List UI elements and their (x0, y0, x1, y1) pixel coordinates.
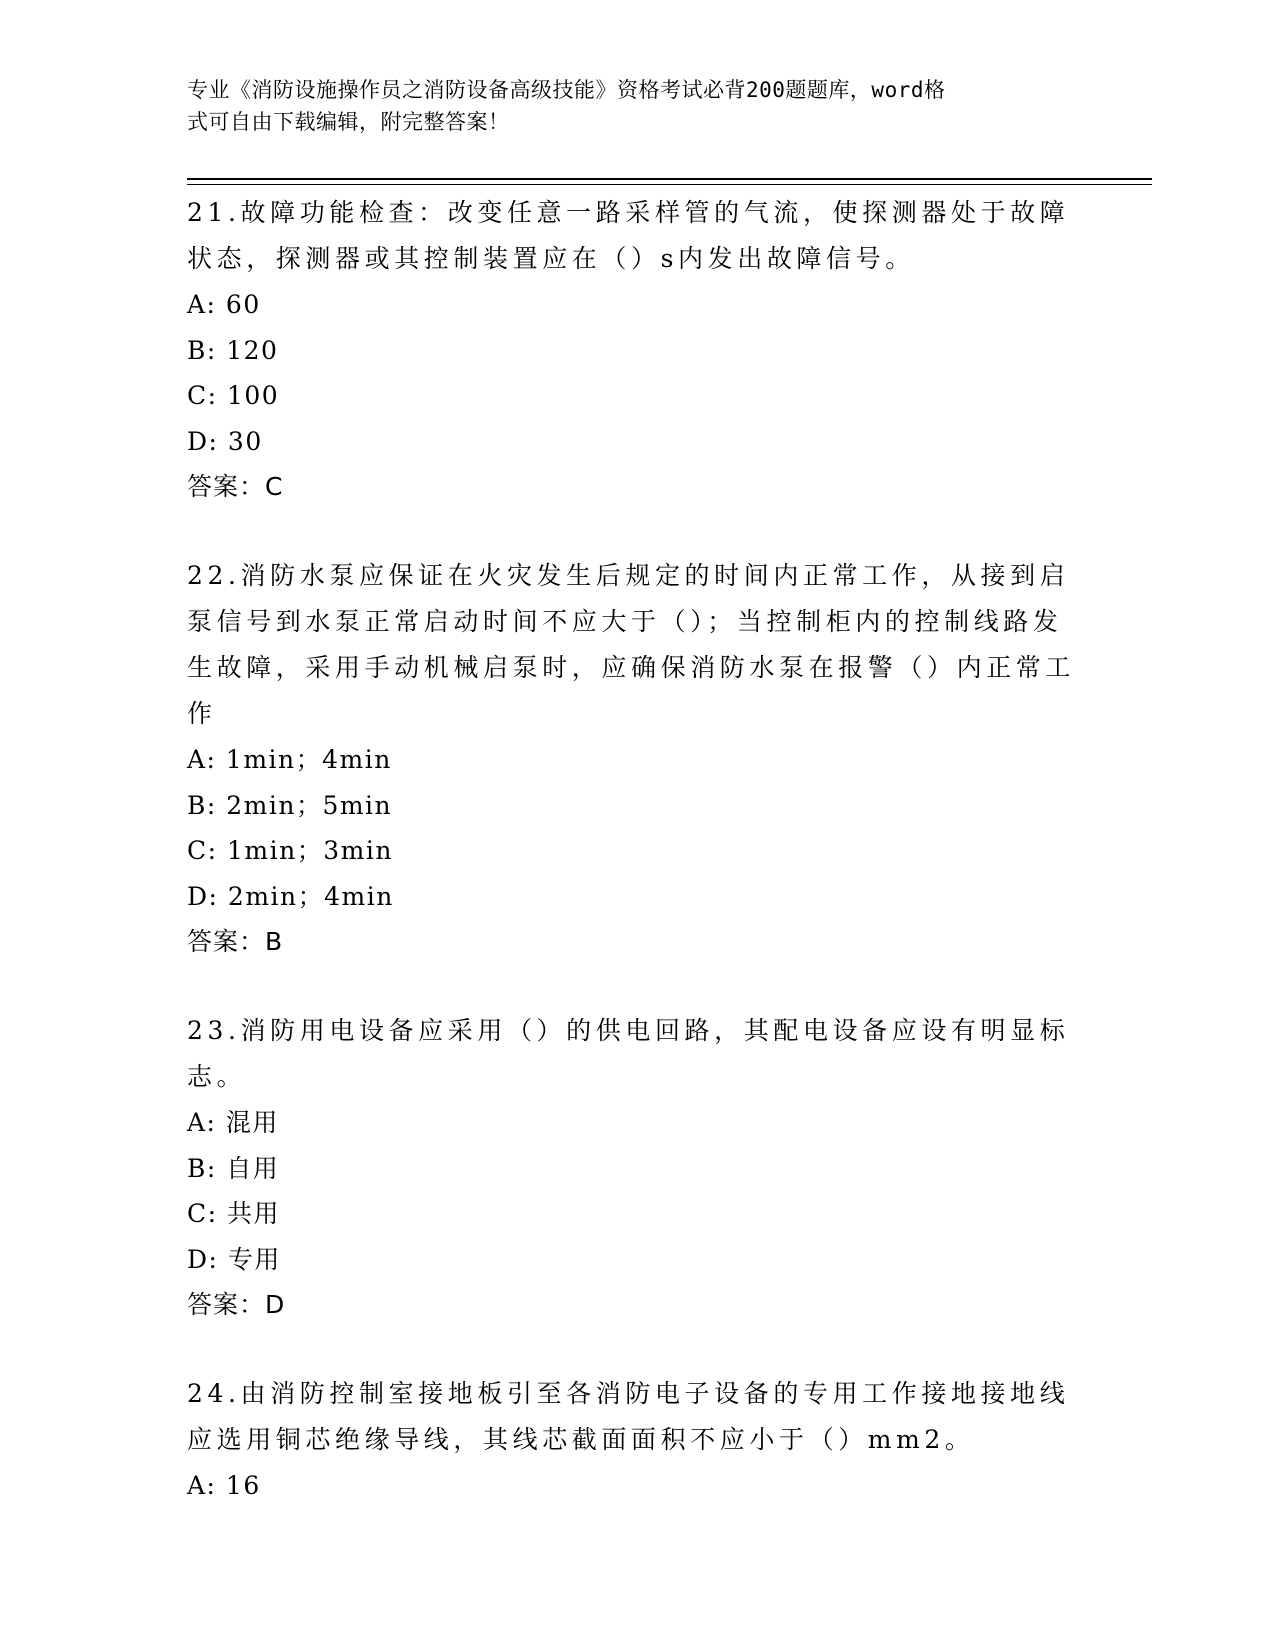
option-a: A: 60 (187, 290, 261, 319)
option-d: D: 30 (187, 426, 263, 456)
answer: 答案：B (187, 927, 284, 956)
header-divider-thin (187, 184, 1152, 185)
option-a: A: 1min；4min (187, 745, 392, 774)
option-c: C: 100 (187, 381, 280, 410)
option-b: B: 120 (187, 335, 279, 365)
answer: 答案：D (187, 1290, 286, 1319)
question-23 (187, 1008, 1087, 1327)
question-list (187, 190, 1087, 1553)
option-b: B: 2min；5min (187, 790, 393, 820)
question-text: 24.由消防控制室接地板引至各消防电子设备的专用工作接地接地线应选用铜芯绝缘导线，其线芯截面面积不应小于（）mm2。 (187, 1379, 1070, 1454)
option-d: D: 2min；4min (187, 881, 394, 911)
option-a: A: 16 (187, 1471, 261, 1500)
option-c: C: 共用 (187, 1199, 280, 1228)
header-line-1: 专业《消防设施操作员之消防设备高级技能》资格考试必背200题题库，word格 (187, 78, 946, 102)
question-24 (187, 1371, 1087, 1509)
question-21 (187, 190, 1087, 509)
question-text: 21.故障功能检查：改变任意一路采样管的气流，使探测器处于故障状态，探测器或其控制装置应在（）s内发出故障信号。 (187, 198, 1070, 273)
option-b: B: 自用 (187, 1153, 280, 1183)
question-text: 23.消防用电设备应采用（）的供电回路，其配电设备应设有明显标志。 (187, 1016, 1070, 1091)
header-line-2: 式可自由下载编辑，附完整答案！ (187, 110, 510, 134)
question-22 (187, 553, 1087, 964)
document-header (187, 74, 1057, 138)
option-a: A: 混用 (187, 1108, 279, 1137)
question-text: 22.消防水泵应保证在火灾发生后规定的时间内正常工作，从接到启泵信号到水泵正常启动时间不应大于（）；当控制柜内的控制线路发生故障，采用手动机械启泵时，应确保消防水泵在报警（）内正常工作 (187, 561, 1076, 728)
answer: 答案：C (187, 472, 284, 501)
header-divider-thick (187, 178, 1152, 180)
option-c: C: 1min；3min (187, 836, 393, 865)
option-d: D: 专用 (187, 1244, 281, 1274)
